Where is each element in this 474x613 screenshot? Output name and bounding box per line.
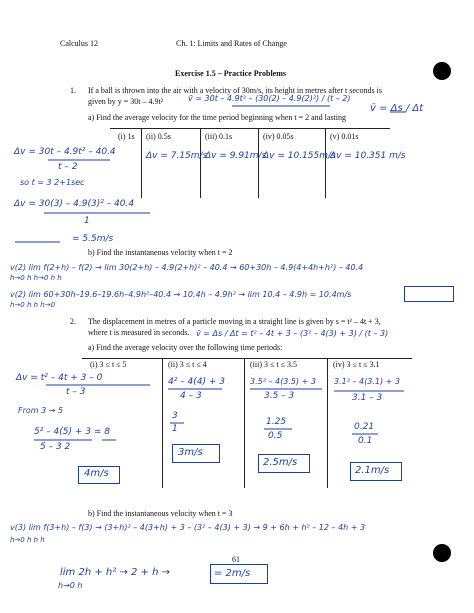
- q2-number: 2.: [70, 317, 76, 326]
- q2a-col-iii: (iii) 3 ≤ t ≤ 3.5: [250, 360, 297, 369]
- q2a-iii-hw-line4: 0.5: [268, 431, 283, 441]
- q2a-i-hw-line2: t – 3: [66, 387, 86, 397]
- q1-part-b: b) Find the instantaneous velocity when t = 2: [88, 248, 233, 257]
- chapter-title: Ch. 1: Limits and Rates of Change: [176, 39, 287, 48]
- q1-hw-avg-velocity-formula: v̄ = 30t – 4.9t² – (30(2) – 4.9(2)²) / (t – 2): [188, 94, 351, 103]
- q2a-i-hw-line4: 5² – 4(5) + 3 = 8: [34, 427, 111, 437]
- q1a-i-hw-line4: Δv = 30(3) – 4.9(3)² – 40.4: [14, 199, 135, 209]
- q2a-i-hw-line1: Δv = t² – 4t + 3 – 0: [16, 373, 103, 383]
- q1a-v-hw: Δv = 10.351 m/s: [330, 151, 406, 161]
- q2a-col-i: (i) 3 ≤ t ≤ 5: [90, 360, 127, 369]
- q2-hw-avg-velocity-formula: v̄ = Δs / Δt = t² – 4t + 3 – (3² – 4(3) + 3) / (t – 3): [196, 329, 389, 338]
- q2a-i-hw-line3: From 3 → 5: [18, 406, 64, 415]
- page-number: 61: [232, 555, 240, 564]
- q2a-ii-hw-line1: 4² – 4(4) + 3: [168, 377, 226, 387]
- q2b-hw-line2: lim 2h + h² → 2 + h →: [60, 567, 170, 578]
- q2a-ii-hw-line4: 1: [172, 424, 178, 434]
- q2-text-line1: The displacement in metres of a particle moving in a straight line is given by s = t² – 4t + 3,: [88, 317, 381, 326]
- course-name: Calculus 12: [60, 39, 98, 48]
- q2b-hw-line1: v(3) lim f(3+h) – f(3) → (3+h)² – 4(3+h) + 3 – (3² – 4(3) + 3) → 9 + 6h + h² – 12 – 4h + 3: [10, 523, 366, 532]
- q1-hw-delta-formula: v̄ = Δs / Δt: [370, 103, 424, 114]
- q2a-ii-hw-answer: 3m/s: [178, 447, 203, 458]
- q2a-ii-hw-line3: 3: [172, 411, 178, 421]
- hole-punch-bottom: [433, 544, 451, 562]
- q1-text-line2: given by y = 30t – 4.9t²: [88, 97, 164, 106]
- q2a-iv-hw-line4: 0.1: [358, 436, 373, 446]
- q2a-iv-hw-answer: 2.1m/s: [355, 465, 390, 476]
- q1a-i-hw-line5: 1: [84, 216, 90, 226]
- q1a-i-hw-line1: Δv = 30t – 4.9t² – 40.4: [14, 147, 116, 157]
- q2a-i-hw-line5: 5 – 3 2: [40, 442, 71, 452]
- q1a-i-hw-line2: t – 2: [58, 162, 78, 172]
- q2a-iii-hw-answer: 2.5m/s: [263, 457, 298, 468]
- q1a-col-iii: (iii) 0.1s: [205, 132, 233, 141]
- q2a-iv-hw-line2: 3.1 – 3: [352, 393, 383, 403]
- q2a-iv-hw-line3: 0.21: [354, 422, 375, 432]
- q1a-i-hw-answer: = 5.5m/s: [72, 234, 114, 244]
- q2a-col-iv: (iv) 3 ≤ t ≤ 3.1: [333, 360, 380, 369]
- q2-part-b: b) Find the instantaneous velocity when t = 3: [88, 509, 233, 518]
- q1-text-line1: If a ball is thrown into the air with a velocity of 30m/s, its height in metres after t seconds is: [88, 86, 382, 95]
- q1a-col-iv: (iv) 0.05s: [263, 132, 294, 141]
- q1a-ii-hw: Δv = 7.15m/s: [146, 151, 208, 161]
- q1a-iv-hw: Δv = 10.155m/s: [263, 151, 336, 161]
- q2a-iii-hw-line3: 1.25: [266, 417, 287, 427]
- q1-part-a: a) Find the average velocity for the time period beginning when t = 2 and lasting: [88, 113, 346, 122]
- q2-text-line2: where t is measured in seconds.: [88, 328, 190, 337]
- q1b-hw-line1: v(2) lim f(2+h) – f(2) → lim 30(2+h) – 4.9(2+h)² – 40.4 → 60+30h – 4.9(4+4h+h²) – 40.4: [10, 263, 364, 272]
- q1a-iii-hw: Δv = 9.91m/s: [205, 151, 267, 161]
- q2-part-a: a) Find the average velocity over the following time periods:: [88, 343, 283, 352]
- q2a-col-ii: (ii) 3 ≤ t ≤ 4: [168, 360, 207, 369]
- q1b-hw-line2: v(2) lim 60+30h–19.6–19.6h–4.9h²–40.4 → 10.4h – 4.9h² → lim 10.4 – 4.9h = 10.4m/s: [10, 290, 352, 299]
- q2b-hw-answer: = 2m/s: [214, 568, 251, 579]
- q1b-hw-line2-sub: h→0 h h h→0: [10, 301, 56, 309]
- q2a-iii-hw-line1: 3.5² – 4(3.5) + 3: [250, 377, 316, 386]
- q1-number: 1.: [70, 86, 76, 95]
- q2a-iv-hw-line1: 3.1² – 4(3.1) + 3: [334, 377, 400, 386]
- exercise-title: Exercise 1.5 – Practice Problems: [175, 69, 286, 78]
- q2a-ii-hw-line2: 4 – 3: [180, 391, 202, 401]
- q1a-col-i: (i) 1s: [118, 132, 135, 141]
- q2a-iii-hw-line2: 3.5 – 3: [264, 391, 295, 401]
- q1a-i-hw-line3: so t = 3 2+1sec: [20, 178, 85, 187]
- q1b-hw-line1-sub: h→0 h h→0 h h: [10, 274, 62, 282]
- q2b-hw-line1-sub: h→0 h h h: [10, 536, 45, 544]
- q2b-hw-line2-sub: h→0 h: [58, 581, 83, 590]
- q1a-col-ii: (ii) 0.5s: [146, 132, 171, 141]
- q1a-col-v: (v) 0.01s: [330, 132, 359, 141]
- q2a-i-hw-answer: 4m/s: [84, 468, 109, 479]
